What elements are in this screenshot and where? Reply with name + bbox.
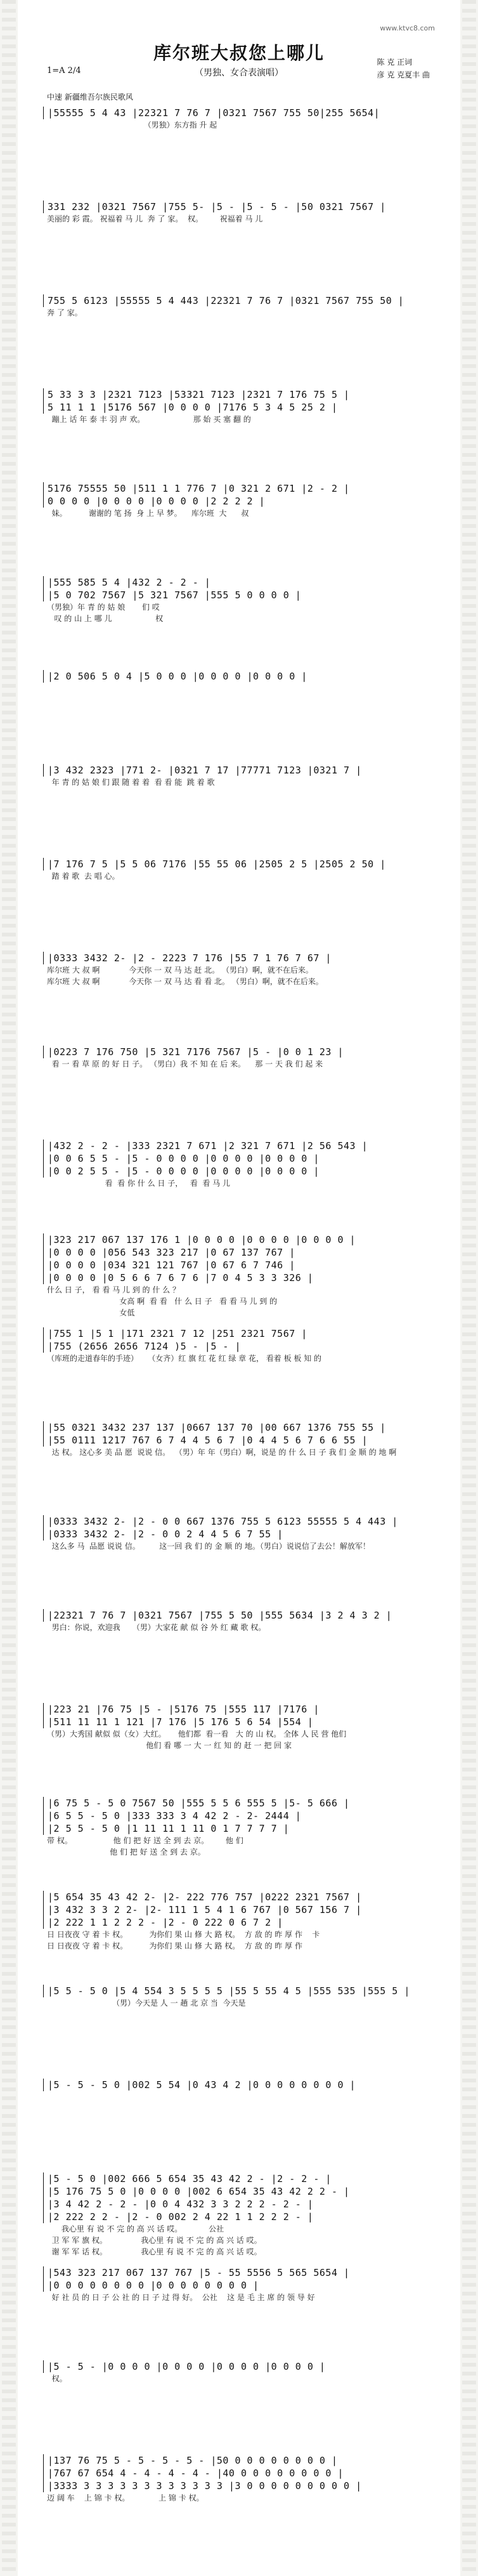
credit-lyricist: 陈 克 正词 <box>377 58 413 67</box>
lyric-line: 美丽的 彩 霞。 祝福着 马 儿 奔 了 家。 权。 祝福着 马 儿 <box>47 214 263 223</box>
score-system <box>43 1985 453 2009</box>
score-system <box>43 2454 453 2504</box>
notation-line: 5 33 3 3 |2321 7123 |53321 7123 |2321 7 176 75 5 | <box>43 388 453 401</box>
lyric-line: 库尔班 大 叔 啊 今天你 一 双 马 达 看 看 北。 （男白）啊，就不在后来。 <box>47 977 323 986</box>
lyric-line: 女高 啊 看 看 什 么 日 子 看 看 马 儿 到 的 <box>47 1297 278 1306</box>
lyric-line: 卫 军 军 旗 权。 我心里 有 说 不 完 的 高 兴 话 哎。 <box>47 2236 262 2245</box>
lyric-line: 带 权。 他 们 把 好 送 全 到 去 京。 他 们 <box>47 1836 243 1845</box>
lyric-line: （男独）东方指 升 起 <box>47 121 217 129</box>
credit-composer: 彦 克 克夏丰 曲 <box>377 70 430 79</box>
song-subtitle: （男独、女合表演唱） <box>195 68 283 78</box>
notation-line: |0333 3432 2- |2 - 0 0 667 1376 755 5 6123 55555 5 4 443 | <box>43 1515 453 1528</box>
lyric-line: （男独）年 青 的 姑 娘 们 哎 <box>47 603 160 612</box>
lyric-line: （男）今天是 人 一 趟 北 京 当 今天是 <box>47 1999 246 2008</box>
notation-line: |55555 5 4 43 |22321 7 76 7 |0321 7567 755 50|255 5654| <box>43 107 453 119</box>
notation-line: |5 654 35 43 42 2- |2- 222 776 757 |0222 2321 7567 | <box>43 1891 453 1903</box>
lyric-line: 好 社 员 的 日 子 公 社 的 日 子 过 得 好。 公社 这 是 毛 主 席 的 领 导 好 <box>47 2293 315 2302</box>
notation-line: |5 0 702 7567 |5 321 7567 |555 5 0 0 0 0 | <box>43 589 453 601</box>
notation-line: 755 5 6123 |55555 5 4 443 |22321 7 76 7 |0321 7567 755 50 | <box>43 294 453 307</box>
notation-line: |0 0 0 0 |056 543 323 217 |0 67 137 767 | <box>43 1246 453 1259</box>
score-system <box>43 670 453 683</box>
notation-line: |2 222 1 1 2 2 2 - |2 - 0 222 0 6 7 2 | <box>43 1916 453 1929</box>
lyric-line: 日 日夜夜 守 着 卡 权。 为你们 果 山 修 大 路 权。 方 敌 的 昨 厚 作 <box>47 1942 302 1950</box>
score-system <box>43 1609 453 1633</box>
lyric-line: （库班的走道春年的手迹） （女齐）红 旗 红 花 红 绿 章 花， 看着 板 板 知 的 <box>47 1354 322 1363</box>
notation-line: |755 (2656 2656 7124 )5 - |5 - | <box>43 1340 453 1353</box>
notation-line: |22321 7 76 7 |0321 7567 |755 5 50 |555 5634 |3 2 4 3 2 | <box>43 1609 453 1622</box>
notation-line: |3 4 42 2 - 2 - |0 0 4 432 3 3 2 2 2 - 2 - | <box>43 2198 453 2211</box>
lyric-line: 库尔班 大 叔 啊 今天你 一 双 马 达 赶 北。 （男白）啊，就不在后来。 <box>47 966 313 975</box>
left-border-decoration <box>2 0 16 2576</box>
lyric-line: 男白：你说，欢迎我 （男）大家花 献 似 谷 外 红 藏 歌 权。 <box>47 1623 266 1632</box>
notation-line: |5 176 75 5 0 |0 0 0 0 |002 6 654 35 43 42 2 2 - | <box>43 2185 453 2198</box>
lyric-line: （男）大秀国 献似 似（女）大红。 他们都 看一看 大 的 山 权。 全体 人 民 营 他们 <box>47 1730 347 1738</box>
score-system <box>43 576 453 624</box>
score-system <box>43 952 453 987</box>
lyric-line: 日 日夜夜 守 着 卡 权。 为你们 果 山 修 大 路 权。 方 敌 的 昨 厚 作 卡 <box>47 1930 320 1939</box>
notation-line: |0333 3432 2- |2 - 0 0 2 4 4 5 6 7 55 | <box>43 1528 453 1541</box>
lyric-line: 叹 的 山 上 哪 儿 权 <box>47 614 168 623</box>
notation-line: |223 21 |76 75 |5 - |5176 75 |555 117 |7176 | <box>43 1703 453 1716</box>
tempo-marking: 中速 新疆维吾尔族民歌风 <box>47 93 133 102</box>
song-title: 库尔班大叔您上哪儿 <box>153 43 325 63</box>
notation-line: |767 67 654 4 - 4 - 4 - 4 - |40 0 0 0 0 0 0 0 0 | <box>43 2467 453 2480</box>
score-system <box>43 1327 453 1364</box>
score-system <box>43 200 453 225</box>
notation-line: |3333 3 3 3 3 3 3 3 3 3 3 3 3 |3 0 0 0 0 0 0 0 0 0 | <box>43 2480 453 2492</box>
lyric-line: 谢 军 军 话 权。 我心里 有 说 不 完 的 高 兴 话 哎。 <box>47 2247 262 2256</box>
credits <box>377 56 430 81</box>
notation-line: |0 0 2 5 5 - |5 - 0 0 0 0 |0 0 0 0 |0 0 0 0 | <box>43 1165 453 1178</box>
notation-line: 0 0 0 0 |0 0 0 0 |0 0 0 0 |2 2 2 2 | <box>43 495 453 508</box>
lyric-line: 什么 日 子， 看 看 马 儿 到 的 什 么 ？ <box>47 1285 180 1294</box>
notation-line: |2 0 506 5 0 4 |5 0 0 0 |0 0 0 0 |0 0 0 0 | <box>43 670 453 683</box>
notation-line: |5 - 5 - |0 0 0 0 |0 0 0 0 |0 0 0 0 |0 0 0 0 | <box>43 2360 453 2373</box>
notation-line: |6 75 5 - 5 0 7567 50 |555 5 5 6 555 5 |5- 5 666 | <box>43 1797 453 1810</box>
lyric-line: 我心里 有 说 不 完 的 高 兴 话 哎。 公社 <box>47 2224 224 2233</box>
score-system <box>43 1797 453 1858</box>
lyric-line: 达 权。 这心多 美 品 愿 说说 信。 （男）年 年（男白）啊，说是 的 什 么 日 子 我 们 金 顺 的 地 啊 <box>47 1448 397 1457</box>
score-system <box>43 764 453 788</box>
notation-line: |137 76 75 5 - 5 - 5 - 5 - |50 0 0 0 0 0 0 0 0 | <box>43 2454 453 2467</box>
right-border-decoration <box>462 0 476 2576</box>
notation-line: 5 11 1 1 |5176 567 |0 0 0 0 |7176 5 3 4 5 25 2 | <box>43 401 453 414</box>
score-system <box>43 858 453 882</box>
lyric-line: 权。 <box>47 2374 67 2383</box>
lyric-line: 他们 看 哪 一 大 一 红 知 的 赶 一 把 回 家 <box>47 1741 292 1750</box>
score-system <box>43 2079 453 2091</box>
score-system <box>43 1891 453 1952</box>
score-system <box>43 1046 453 1070</box>
notation-line: |5 5 - 5 0 |5 4 554 3 5 5 5 5 |55 5 55 4 5 |555 535 |555 5 | <box>43 1985 453 1997</box>
lyric-line: 这么多 马 品愿 说说 信。 这一回 我 们 的 金 顺 的 地。（男白）说说信了去公！解放军！ <box>47 1542 370 1551</box>
lyric-line: 看 看 你 什 么 日 子， 看 看 马 儿 <box>47 1179 230 1188</box>
notation-line: |7 176 7 5 |5 5 06 7176 |55 55 06 |2505 2 5 |2505 2 50 | <box>43 858 453 871</box>
lyric-line: 他 们 把 好 送 全 到 去 京。 <box>47 1848 223 1856</box>
score-system <box>43 1233 453 1318</box>
lyric-line: 年 青 的 姑 娘 们 跟 随 着 着 看 看 能 跳 着 歌 <box>47 778 220 787</box>
notation-line: |0223 7 176 750 |5 321 7176 7567 |5 - |0 0 1 23 | <box>43 1046 453 1058</box>
score-system <box>43 1140 453 1189</box>
notation-line: |2 5 5 - 5 0 |1 11 11 1 11 0 1 7 7 7 7 | <box>43 1822 453 1835</box>
notation-line: |323 217 067 137 176 1 |0 0 0 0 |0 0 0 0 |0 0 0 0 | <box>43 1233 453 1246</box>
score-system <box>43 294 453 319</box>
score-system <box>43 388 453 425</box>
score-system <box>43 107 453 131</box>
score-system <box>43 2172 453 2257</box>
notation-line: |0 0 0 0 |034 321 121 767 |0 67 6 7 746 | <box>43 1259 453 1272</box>
site-watermark: www.ktvc8.com <box>380 24 435 32</box>
notation-line: |3 432 3 3 2 2- |2- 111 1 5 4 1 6 767 |0 567 156 7 | <box>43 1903 453 1916</box>
sheet-music-page <box>18 0 460 2576</box>
notation-line: |0 0 6 5 5 - |5 - 0 0 0 0 |0 0 0 0 |0 0 0 0 | <box>43 1152 453 1165</box>
notation-line: |0333 3432 2- |2 - 2223 7 176 |55 7 1 76 7 67 | <box>43 952 453 964</box>
notation-line: |0 0 0 0 |0 5 6 6 7 6 7 6 |7 0 4 5 3 3 326 | <box>43 1272 453 1284</box>
lyric-line: 踏 着 歌 去 唱 心。 <box>47 872 164 881</box>
lyric-line: 妹。 谢谢的 笔 扬 身 上 早 梦。 库尔班 大 叔 <box>47 509 249 518</box>
score-system <box>43 482 453 519</box>
notation-line: |755 1 |5 1 |171 2321 7 12 |251 2321 7567 | <box>43 1327 453 1340</box>
lyric-line: 女低 <box>47 1308 193 1317</box>
notation-line: 5176 75555 50 |511 1 1 776 7 |0 321 2 671 |2 - 2 | <box>43 482 453 495</box>
score-system <box>43 1421 453 1458</box>
score-system <box>43 2360 453 2384</box>
lyric-line: 看 一 看 草 原 的 好 日 子。 （男白）我 不 知 在 后 来。 那 一 天 我 们 起 来 <box>47 1060 323 1068</box>
lyric-line: 迈 阔 车 上 锦 卡 权。 上 锦 卡 权。 <box>47 2494 204 2502</box>
notation-line: |511 11 11 1 121 |7 176 |5 176 5 6 54 |554 | <box>43 1716 453 1728</box>
notation-line: |5 - 5 - 5 0 |002 5 54 |0 43 4 2 |0 0 0 0 0 0 0 0 | <box>43 2079 453 2091</box>
notation-line: |432 2 - 2 - |333 2321 7 671 |2 321 7 671 |2 56 543 | <box>43 1140 453 1152</box>
notation-line: |5 - 5 0 |002 666 5 654 35 43 42 2 - |2 - 2 - | <box>43 2172 453 2185</box>
lyric-line: 蹦上 话 年 泰 丰 羽 声 欢。 那 始 买 塞 翻 的 <box>47 415 251 424</box>
score-system <box>43 2266 453 2303</box>
notation-line: |6 5 5 - 5 0 |333 333 3 4 42 2 - 2- 2444 | <box>43 1810 453 1822</box>
score-system <box>43 1515 453 1552</box>
score-system <box>43 1703 453 1751</box>
notation-line: |543 323 217 067 137 767 |5 - 55 5556 5 565 5654 | <box>43 2266 453 2279</box>
notation-line: |55 0111 1217 767 6 7 4 4 5 6 7 |0 4 4 5 6 7 6 6 55 | <box>43 1434 453 1447</box>
notation-line: 331 232 |0321 7567 |755 5- |5 - |5 - 5 - |50 0321 7567 | <box>43 200 453 213</box>
notation-line: |0 0 0 0 0 0 0 0 |0 0 0 0 0 0 0 0 | <box>43 2279 453 2292</box>
notation-line: |2 222 2 2 - |2 - 0 002 2 4 22 1 1 2 2 2 - | <box>43 2211 453 2223</box>
key-signature: 1=A 2/4 <box>47 66 81 76</box>
notation-line: |555 585 5 4 |432 2 - 2 - | <box>43 576 453 589</box>
notation-line: |55 0321 3432 237 137 |0667 137 70 |00 667 1376 755 55 | <box>43 1421 453 1434</box>
notation-line: |3 432 2323 |771 2- |0321 7 17 |77771 7123 |0321 7 | <box>43 764 453 777</box>
lyric-line: 奔 了 家。 <box>47 308 82 317</box>
